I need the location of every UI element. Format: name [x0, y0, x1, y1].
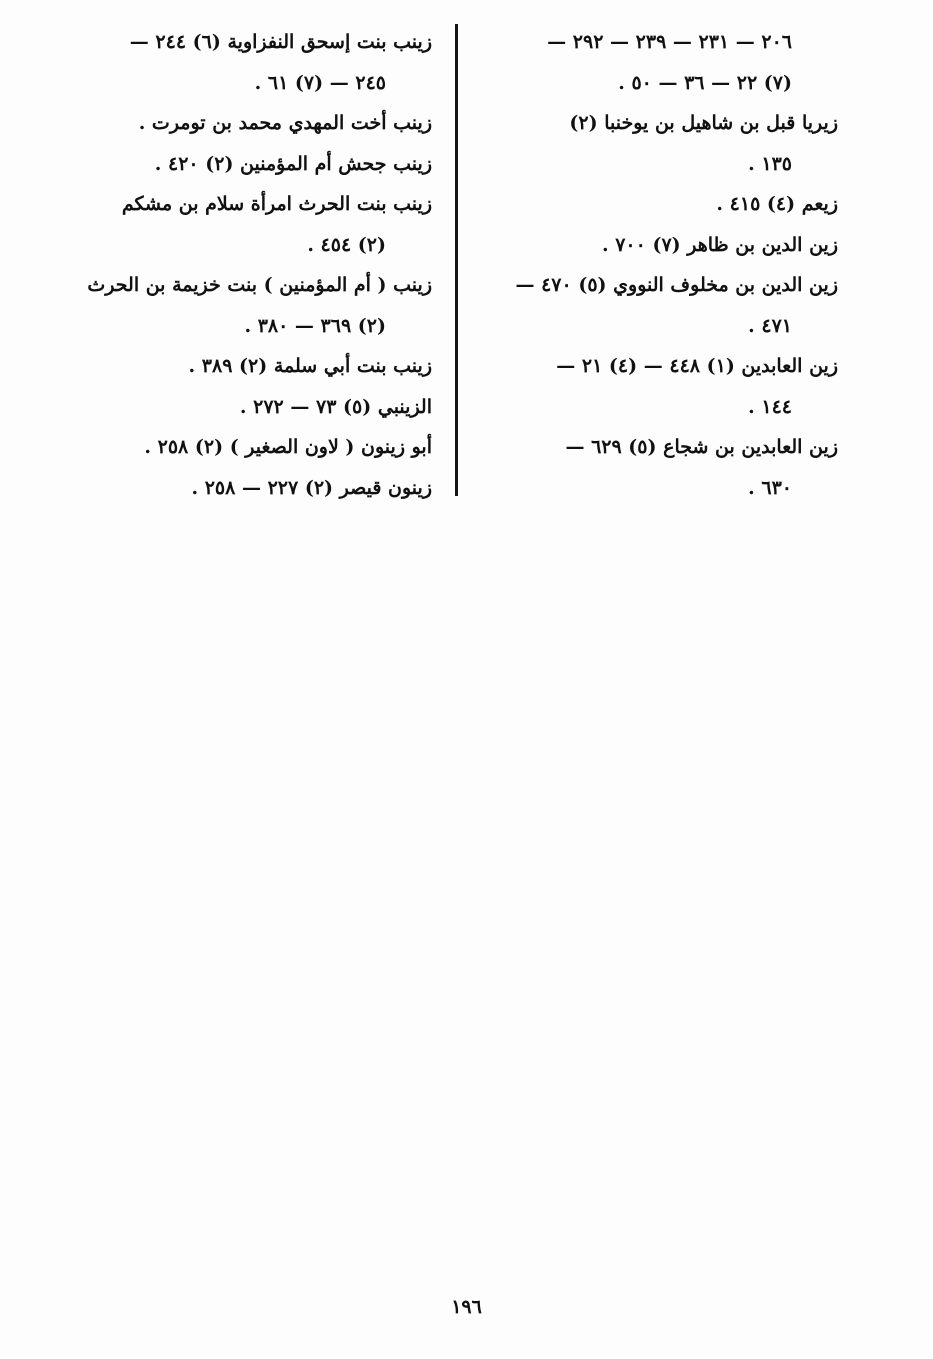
index-entry	[468, 103, 838, 184]
entry-continuation-line: ١٤٤ .	[748, 395, 792, 418]
entry-first-line: زيريا قبل بن شاهيل بن يوخنبا (٢)	[569, 112, 838, 134]
column-divider	[455, 24, 458, 496]
entry-first-line: زينب ( أم المؤمنين ) بنت خزيمة بن الحرث	[87, 274, 432, 296]
index-entry	[468, 225, 838, 266]
index-entry	[70, 103, 432, 144]
entry-continuation-line: ٢٠٦ — ٢٣١ — ٢٣٩ — ٢٩٢ —	[547, 31, 792, 53]
entry-continuation-line: ٦٣٠ .	[748, 476, 792, 499]
index-column-left	[70, 22, 432, 508]
entry-first-line: زينب بنت إسحق النفزاوية (٦) ٢٤٤ —	[129, 31, 432, 53]
index-entry	[468, 346, 838, 427]
entry-first-line: زينب بنت أبي سلمة (٢) ٣٨٩ .	[188, 355, 432, 377]
index-entry	[70, 144, 432, 185]
index-entry	[468, 265, 838, 346]
entry-first-line: زينب أخت المهدي محمد بن تومرت .	[138, 112, 432, 134]
index-entry	[468, 184, 838, 225]
entry-first-line: أبو زينون ( لاون الصغير ) (٢) ٢٥٨ .	[144, 436, 432, 458]
entry-first-line: زين العابدين بن شجاع (٥) ٦٢٩ —	[565, 436, 838, 458]
index-entry	[70, 22, 432, 103]
entry-continuation-line: ٤٧١ .	[748, 314, 792, 337]
entry-first-line: زين الدين بن مخلوف النووي (٥) ٤٧٠ —	[515, 274, 838, 296]
index-entry	[468, 427, 838, 508]
index-entry	[70, 427, 432, 468]
entry-continuation-line: (٧) ٢٢ — ٣٦ — ٥٠ .	[618, 71, 792, 94]
entry-first-line: زيعم (٤) ٤١٥ .	[716, 193, 838, 215]
entry-first-line: زينون قيصر (٢) ٢٢٧ — ٢٥٨ .	[191, 476, 432, 499]
entry-first-line: زين العابدين (١) ٤٤٨ — (٤) ٢١ —	[556, 355, 838, 377]
index-entry	[70, 346, 432, 387]
entry-continuation-line: (٢) ٤٥٤ .	[307, 233, 386, 256]
index-entry	[468, 22, 838, 103]
entry-first-line: زينب جحش أم المؤمنين (٢) ٤٢٠ .	[154, 152, 432, 175]
index-entry	[70, 265, 432, 346]
index-entry	[70, 387, 432, 428]
entry-first-line: زين الدين بن ظاهر (٧) ٧٠٠ .	[601, 233, 838, 256]
entry-continuation-line: ١٣٥ .	[748, 152, 792, 175]
index-column-right	[468, 22, 838, 508]
entry-first-line: الزينبي (٥) ٧٣ — ٢٧٢ .	[239, 395, 432, 418]
entry-continuation-line: (٢) ٣٦٩ — ٣٨٠ .	[244, 314, 386, 337]
page-number: ١٩٦	[451, 1296, 482, 1318]
index-entry	[70, 184, 432, 265]
entry-first-line: زينب بنت الحرث امرأة سلام بن مشكم	[121, 193, 432, 215]
index-entry	[70, 468, 432, 509]
entry-continuation-line: ٢٤٥ — (٧) ٦١ .	[254, 71, 386, 94]
